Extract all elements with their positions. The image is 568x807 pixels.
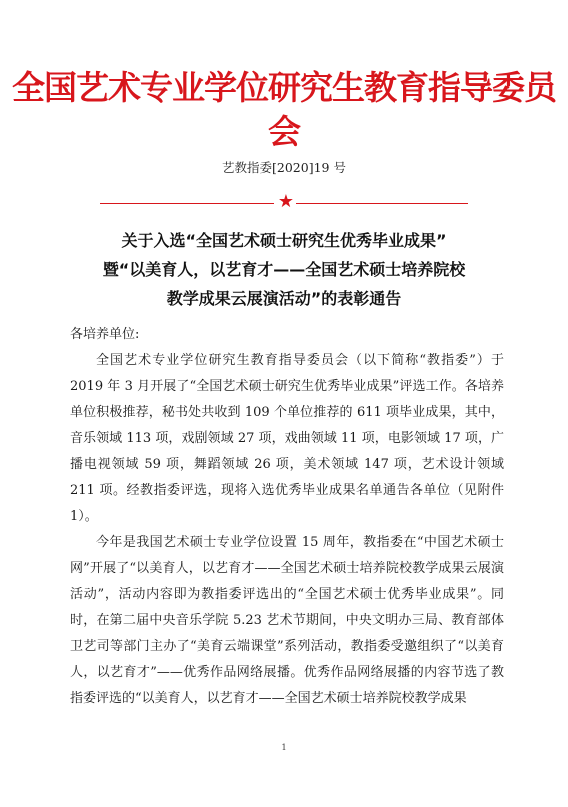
salutation: 各培养单位: [70, 327, 140, 342]
page-number: 1 [281, 743, 287, 752]
red-divider-right [296, 203, 468, 204]
star-icon: ★ [277, 191, 295, 212]
notice-title-line-2: 暨“以美育人，以艺育才——全国艺术硕士培养院校 [102, 260, 466, 279]
body-paragraph: 全国艺术专业学位研究生教育指导委员会（以下简称“教指委”）于 2019 年 3 月开展了“全国艺术硕士研究生优秀毕业成果”评选工作。各培养单位积极推荐，秘书处共收到 109 个单位推荐的 611 项毕业成果，其中，音乐领域 113 项，戏剧领域 27 项，戏曲领域 11 项，电影领域 17 项，广播电视领域 59 项，舞蹈领域 26 项，美术领域 147 项，艺术设计领域 211 项。经教指委评选，现将入选优秀毕业成果名单通告各单位（见附件 1）。 [70, 353, 504, 524]
org-title: 全国艺术专业学位研究生教育指导委员会 [12, 68, 556, 151]
document-number: 艺教指委[2020]19 号 [222, 160, 346, 175]
notice-title-line-1: 关于入选“全国艺术硕士研究生优秀毕业成果” [121, 231, 447, 250]
red-divider-left [100, 203, 274, 204]
notice-body [70, 322, 504, 712]
notice-title [60, 226, 508, 313]
notice-title-line-3: 教学成果云展演活动”的表彰通告 [166, 289, 402, 308]
body-paragraph: 今年是我国艺术硕士专业学位设置 15 周年，教指委在“中国艺术硕士网”开展了“以美育人，以艺育才——全国艺术硕士培养院校教学成果云展演活动”，活动内容即为教指委评选出的“全国艺术硕士优秀毕业成果”。同时，在第二届中央音乐学院 5.23 艺术节期间，中央文明办三局、教育部体卫艺司等部门主办了“美育云端课堂”系列活动，教指委受邀组织了“以美育人，以艺育才”——优秀作品网络展播。优秀作品网络展播的内容节选了教指委评选的“以美育人，以艺育才——全国艺术硕士培养院校教学成果 [70, 535, 504, 706]
